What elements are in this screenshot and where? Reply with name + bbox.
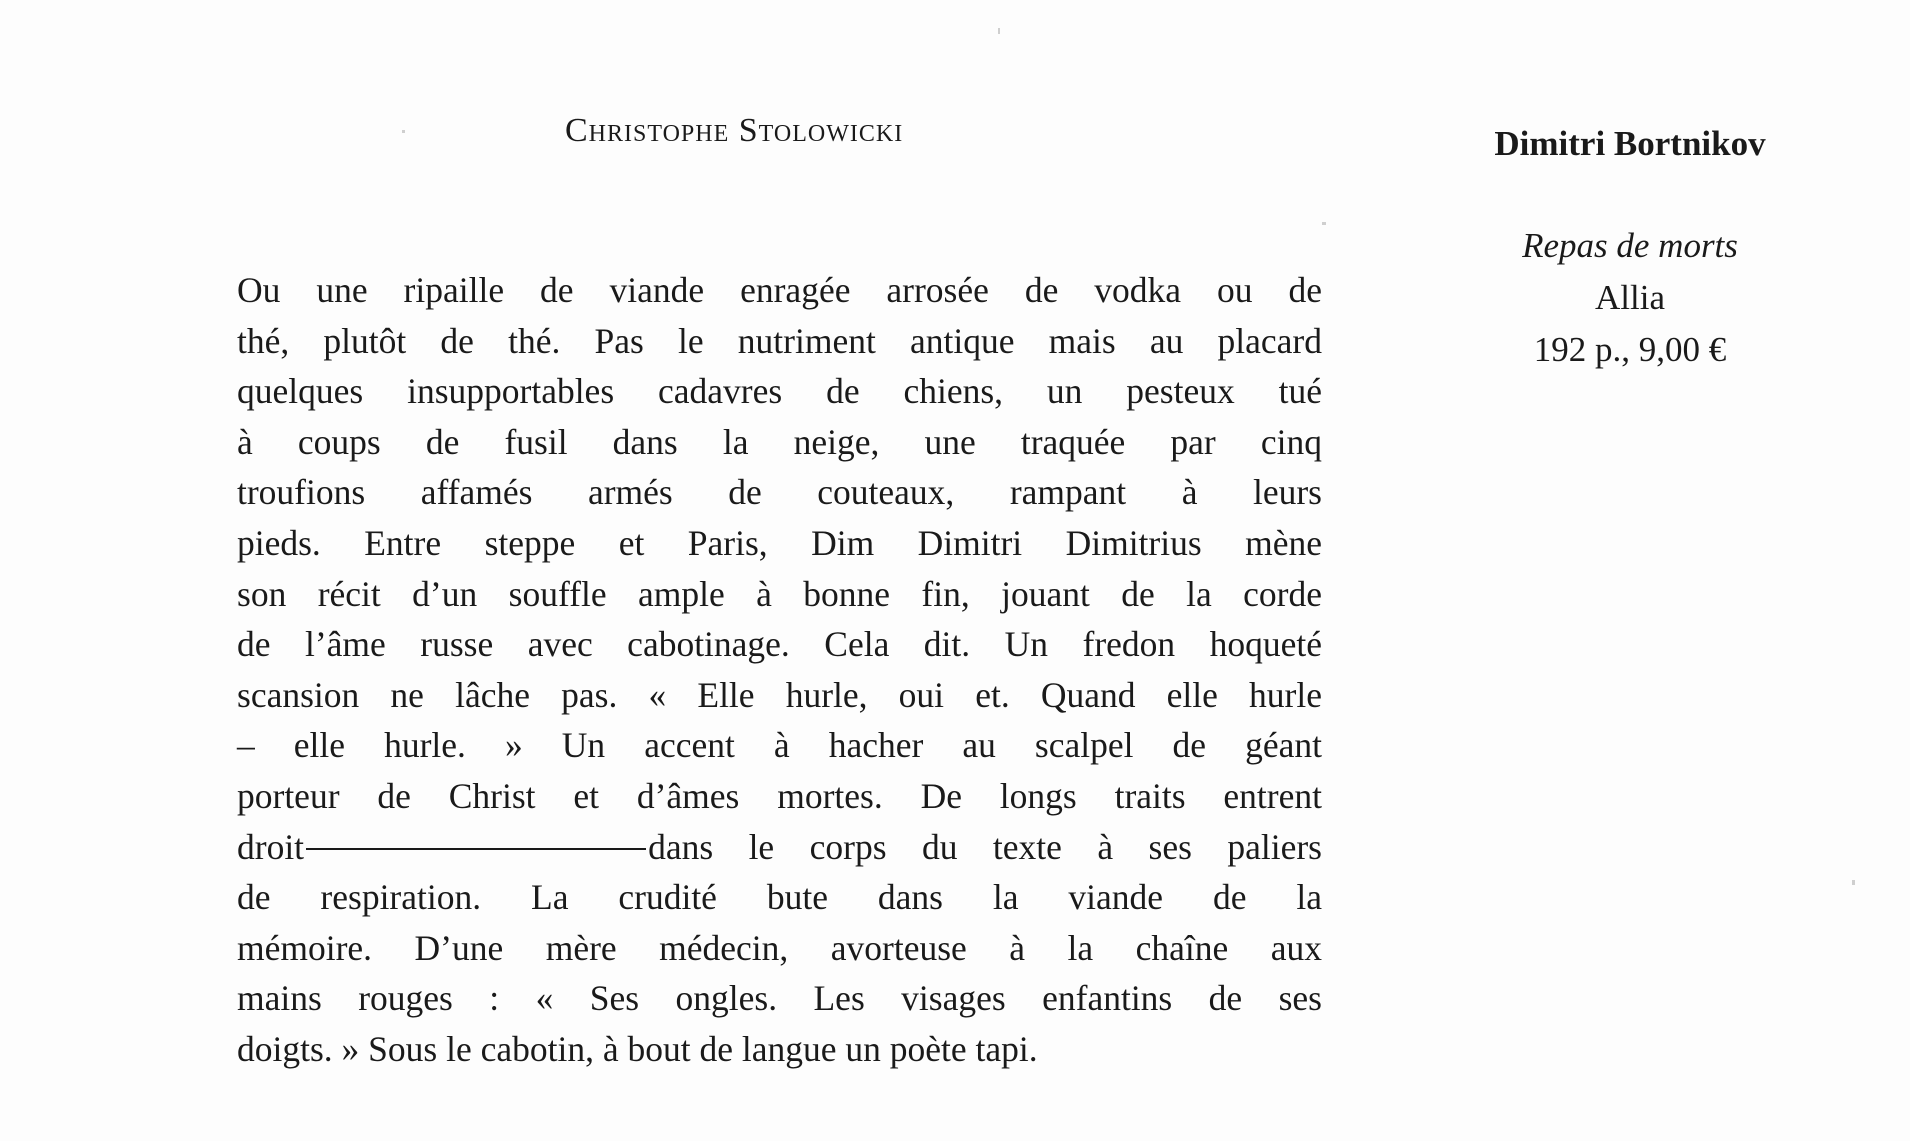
- text-line: de respiration. La crudité bute dans la viande de la: [237, 877, 1322, 918]
- text-line: mémoire. D’une mère médecin, avorteuse à la chaîne aux: [237, 927, 1322, 968]
- text-line: son récit d’un souffle ample à bonne fin, jouant de la corde: [237, 573, 1322, 614]
- text-line: Ou une ripaille de viande enragée arrosée de vodka ou de: [237, 270, 1322, 310]
- text-line-with-rule: [237, 822, 1322, 873]
- scan-speck: [998, 28, 1000, 34]
- text-line: à coups de fusil dans la neige, une traquée par cinq: [237, 421, 1322, 462]
- scan-speck: [402, 130, 405, 133]
- rule-line-before-text: droit: [237, 826, 305, 867]
- text-line: scansion ne lâche pas. « Elle hurle, oui et. Quand elle hurle: [237, 674, 1322, 715]
- text-line: quelques insupportables cadavres de chiens, un pesteux tué: [237, 371, 1322, 412]
- text-line: porteur de Christ et d’âmes mortes. De longs traits entrent: [237, 775, 1322, 816]
- scan-speck: [1852, 880, 1855, 885]
- text-line: mains rouges : « Ses ongles. Les visages enfantins de ses: [237, 978, 1322, 1019]
- text-line: pieds. Entre steppe et Paris, Dim Dimitri Dimitrius mène: [237, 522, 1322, 563]
- rule-line-after-text: dans le corps du texte à ses paliers: [648, 826, 1322, 867]
- text-line-last: doigts. » Sous le cabotin, à bout de langue un poète tapi.: [237, 1028, 1038, 1069]
- book-details: 192 p., 9,00 €: [1533, 330, 1727, 369]
- scan-speck: [1322, 222, 1326, 225]
- text-line: thé, plutôt de thé. Pas le nutriment antique mais au placard: [237, 320, 1322, 361]
- text-line: de l’âme russe avec cabotinage. Cela dit. Un fredon hoqueté: [237, 624, 1322, 665]
- review-text: [237, 265, 1322, 1075]
- column-author-header: Christophe Stolowicki: [565, 112, 904, 149]
- book-author: Dimitri Bortnikov: [1494, 124, 1766, 163]
- text-line: troufions affamés armés de couteaux, rampant à leurs: [237, 472, 1322, 513]
- book-title: Repas de morts: [1522, 226, 1738, 265]
- book-reference: [1405, 118, 1855, 376]
- book-publisher: Allia: [1595, 278, 1665, 317]
- text-line: – elle hurle. » Un accent à hacher au scalpel de géant: [237, 725, 1322, 766]
- long-stroke-rule: [306, 848, 646, 850]
